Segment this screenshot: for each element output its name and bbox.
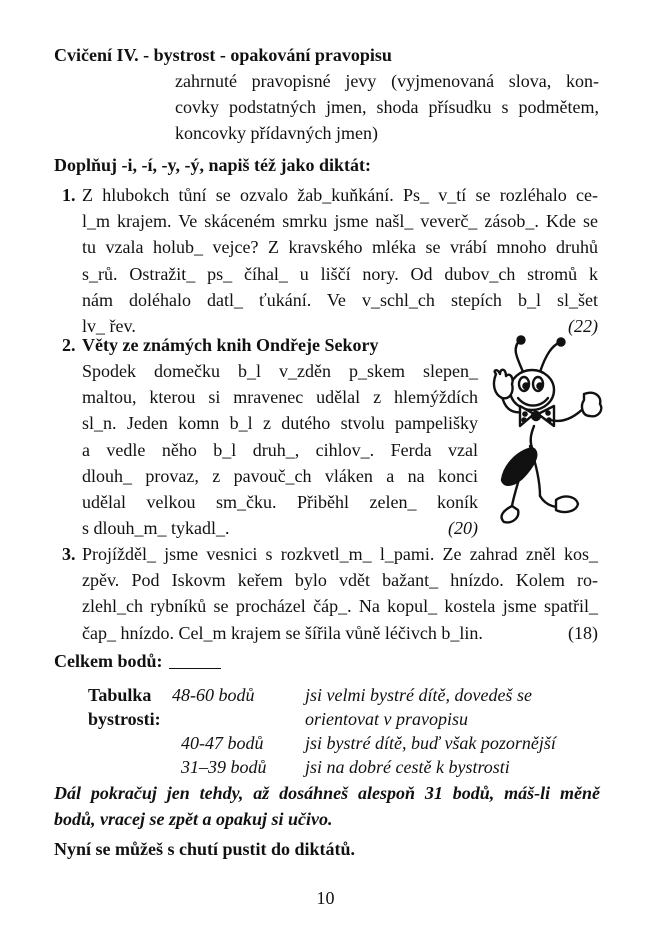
ex2-line: udělal velkou sm_čku. Přiběhl zelen_ koník bbox=[82, 492, 478, 513]
note-line: Dál pokračuj jen tehdy, až dosáhneš alespoň 31 bodů, máš-li měně bbox=[54, 783, 600, 803]
table-text: jsi velmi bystré dítě, dovedeš se bbox=[305, 685, 532, 705]
ex1-line: l_m krajem. Ve skáceném smrku jsme našl_ veverč_ zásob_. Kde se bbox=[82, 211, 598, 232]
ex2-line: a vedle něho b_l druh_, cihlov_. Ferda vzal bbox=[82, 439, 478, 460]
ex1-last-text: lv_ řev. bbox=[82, 316, 136, 337]
ex1-line: s_rů. Ostražit_ ps_ číhal_ u liščí nory. Od dubov_ch stromů k bbox=[82, 263, 598, 284]
table-text: jsi bystré dítě, buď však pozornější bbox=[305, 733, 556, 753]
ex2-points: (20) bbox=[448, 518, 478, 539]
ex2-last-line bbox=[82, 515, 478, 541]
table-text: jsi na dobré cestě k bystrosti bbox=[305, 757, 510, 777]
ex3-number: 3. bbox=[62, 544, 76, 564]
table-label-line2: bystrosti: bbox=[88, 709, 161, 729]
subtitle-line: koncovky přídavných jmen) bbox=[175, 123, 378, 144]
page-number: 10 bbox=[316, 888, 335, 908]
ex3-line: Projížděl_ jsme vesnici s rozkvetl_m_ l_pami. Ze zahrad zněl kos_ bbox=[82, 544, 598, 564]
subtitle-line: covky podstatných jmen, shoda přísudku s podmětem, bbox=[175, 97, 599, 118]
table-range: 48-60 bodů bbox=[172, 685, 255, 705]
ex1-points: (22) bbox=[568, 316, 598, 337]
ex1-number: 1. bbox=[62, 185, 76, 205]
ex2-line: dlouh_ provaz, z pavouč_ch vláken a na konci bbox=[82, 465, 478, 486]
ex2-heading: Věty ze známých knih Ondřeje Sekory bbox=[82, 335, 379, 355]
ex3-last-text: čap_ hnízdo. Cel_m krajem se šířila vůně léčivch b_lin. bbox=[82, 622, 483, 643]
ex3-text bbox=[82, 541, 598, 646]
ex3-line: zpěv. Pod Iskovm keřem bylo vdět bažant_ hnízdo. Kolem ro- bbox=[82, 570, 598, 591]
final-instruction: Nyní se můžeš s chutí pustit do diktátů. bbox=[54, 839, 356, 859]
ex1-line: Z hlubokch tůní se ozvalo žab_kuňkání. Ps_ v_tí se rozléhalo ce- bbox=[82, 185, 598, 205]
total-blank bbox=[169, 650, 221, 669]
total-label: Celkem bodů: bbox=[54, 651, 163, 671]
ex1-text bbox=[82, 182, 598, 339]
exercise-title: Cvičení IV. - bystrost - opakování pravopisu bbox=[54, 45, 392, 65]
table-text: orientovat v pravopisu bbox=[305, 709, 468, 729]
ex2-last-text: s dlouh_m_ tykadl_. bbox=[82, 518, 230, 539]
ex2-number: 2. bbox=[62, 335, 76, 355]
ex1-line: nám doléhalo datl_ ťukání. Ve v_schl_ch stepích b_l sl_šet bbox=[82, 289, 598, 310]
ex3-line: zlehl_ch rybníků se procházel čáp_. Na kopul_ kostela jsme spatřil_ bbox=[82, 596, 598, 617]
table-range: 40-47 bodů bbox=[181, 733, 264, 753]
ex3-last-line bbox=[82, 620, 598, 646]
instruction: Doplňuj -i, -í, -y, -ý, napiš též jako diktát: bbox=[54, 155, 372, 175]
subtitle-line: zahrnuté pravopisné jevy (vyjmenovaná slova, kon- bbox=[175, 71, 599, 91]
total-points bbox=[54, 648, 221, 674]
ex2-text bbox=[82, 358, 478, 541]
ex2-line: sl_n. Jeden komn b_l z dutého stvolu pampelišky bbox=[82, 413, 478, 434]
note bbox=[54, 780, 600, 832]
ex3-points: (18) bbox=[568, 622, 598, 643]
ferda-ant-illustration bbox=[486, 334, 606, 530]
note-line: bodů, vracej se zpět a opakuj si učivo. bbox=[54, 809, 333, 830]
ex2-line: maltou, kterou si mravenec udělal z hlemýždích bbox=[82, 387, 478, 408]
table-range: 31–39 bodů bbox=[181, 757, 267, 777]
ex1-line: tu vzala holub_ vejce? Z kravského mléka se vrábí mnoho druhů bbox=[82, 237, 598, 258]
table-label-line1: Tabulka bbox=[88, 685, 152, 705]
ex2-line: Spodek domečku b_l v_zděn p_skem slepen_ bbox=[82, 361, 478, 381]
exercise-subtitle bbox=[175, 68, 599, 147]
